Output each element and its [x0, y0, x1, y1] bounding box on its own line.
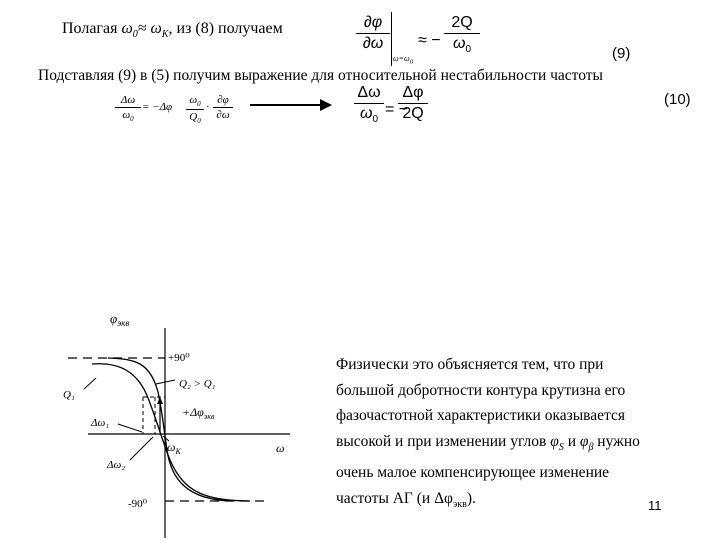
para-line-2: большой добротности контура крутизна его	[336, 381, 626, 399]
dw2-pointer	[130, 437, 153, 460]
dw2-label: Δω₂	[107, 459, 126, 471]
eq5-mid-num: $\omega_0$	[189, 94, 201, 109]
eq10-lhs-num: Δω	[357, 84, 381, 101]
eq9-label: (9)	[612, 45, 631, 62]
eq9-cond-text: ω=ω	[393, 54, 410, 63]
eq9-den: ∂ω	[362, 35, 384, 52]
plus90-label: +90⁰	[168, 352, 190, 364]
para-line-5: очень малое компенсирующее изменение	[336, 464, 610, 482]
eq9-approx: ≈ −	[418, 32, 441, 49]
intro-prefix: Полагая	[62, 20, 122, 37]
dphi-arrowhead	[157, 397, 163, 404]
explanation-paragraph	[336, 352, 640, 517]
para-line-3: фазочастотной характеристики оказывается	[336, 407, 625, 424]
q1-label: Q₁	[63, 389, 75, 401]
eq5-last-den: ∂ω	[216, 109, 230, 121]
dw1-label: Δω₁	[91, 417, 110, 429]
omegaK-label: $\omega_K$	[167, 440, 181, 456]
eq9-rhs-den: $\omega_0$	[452, 35, 472, 56]
intro-suffix: , из (8) получаем	[168, 20, 283, 37]
eq5-mul: ·	[206, 101, 210, 113]
page-number: 11	[648, 498, 662, 513]
eq10-label: (10)	[664, 91, 691, 108]
para-line-6: частоты АГ (и $\Delta\varphi_{экв}$).	[336, 489, 476, 510]
omega0-sub: 0	[132, 29, 138, 41]
eq10-lhs-den: $\omega_0$	[359, 105, 379, 126]
eq10-rhs-den: 2Q	[402, 105, 424, 122]
approx-omegaK: ≈ ω	[137, 20, 162, 37]
eq5-mid-den: $Q_0$	[189, 111, 201, 126]
omega0-symbol: ω	[121, 20, 133, 37]
eq9-rhs-num: 2Q	[451, 14, 473, 31]
dphi-label: $+\Delta\varphi_{экв}$	[182, 405, 215, 421]
eq9-cond-sub: 0	[409, 58, 414, 66]
q-compare-label: Q₂ > Q₁	[179, 378, 216, 390]
para-line-4: высокой и при изменении углов $\varphi_S$ и $\varphi_\beta$ нужно	[336, 432, 640, 453]
eq5-lhs-num: Δω	[120, 94, 136, 106]
para-line-1: Физически это объясняется тем, что при	[336, 356, 604, 373]
x-axis-label: ω	[276, 441, 285, 455]
q1-curve	[92, 364, 250, 501]
minus90-label: -90⁰	[128, 498, 148, 510]
substitution-line: Подставляя (9) в (5) получим выражение для относительной нестабильности частоты	[38, 67, 603, 84]
y-axis-label: $\varphi_{экв}$	[110, 311, 130, 328]
eq5-lhs-den: $\omega_0$	[122, 109, 134, 124]
dw1-pointer	[118, 424, 142, 432]
eq10-eq: = −	[385, 101, 409, 118]
eq5-mid: = −Δφ	[142, 101, 173, 113]
q1-pointer	[84, 378, 96, 389]
eq5-last-num: ∂φ	[217, 94, 229, 106]
eq10-rhs-num: Δφ	[402, 84, 424, 101]
omegaK-sub: K	[161, 29, 169, 41]
eq9-num: ∂φ	[363, 14, 383, 31]
